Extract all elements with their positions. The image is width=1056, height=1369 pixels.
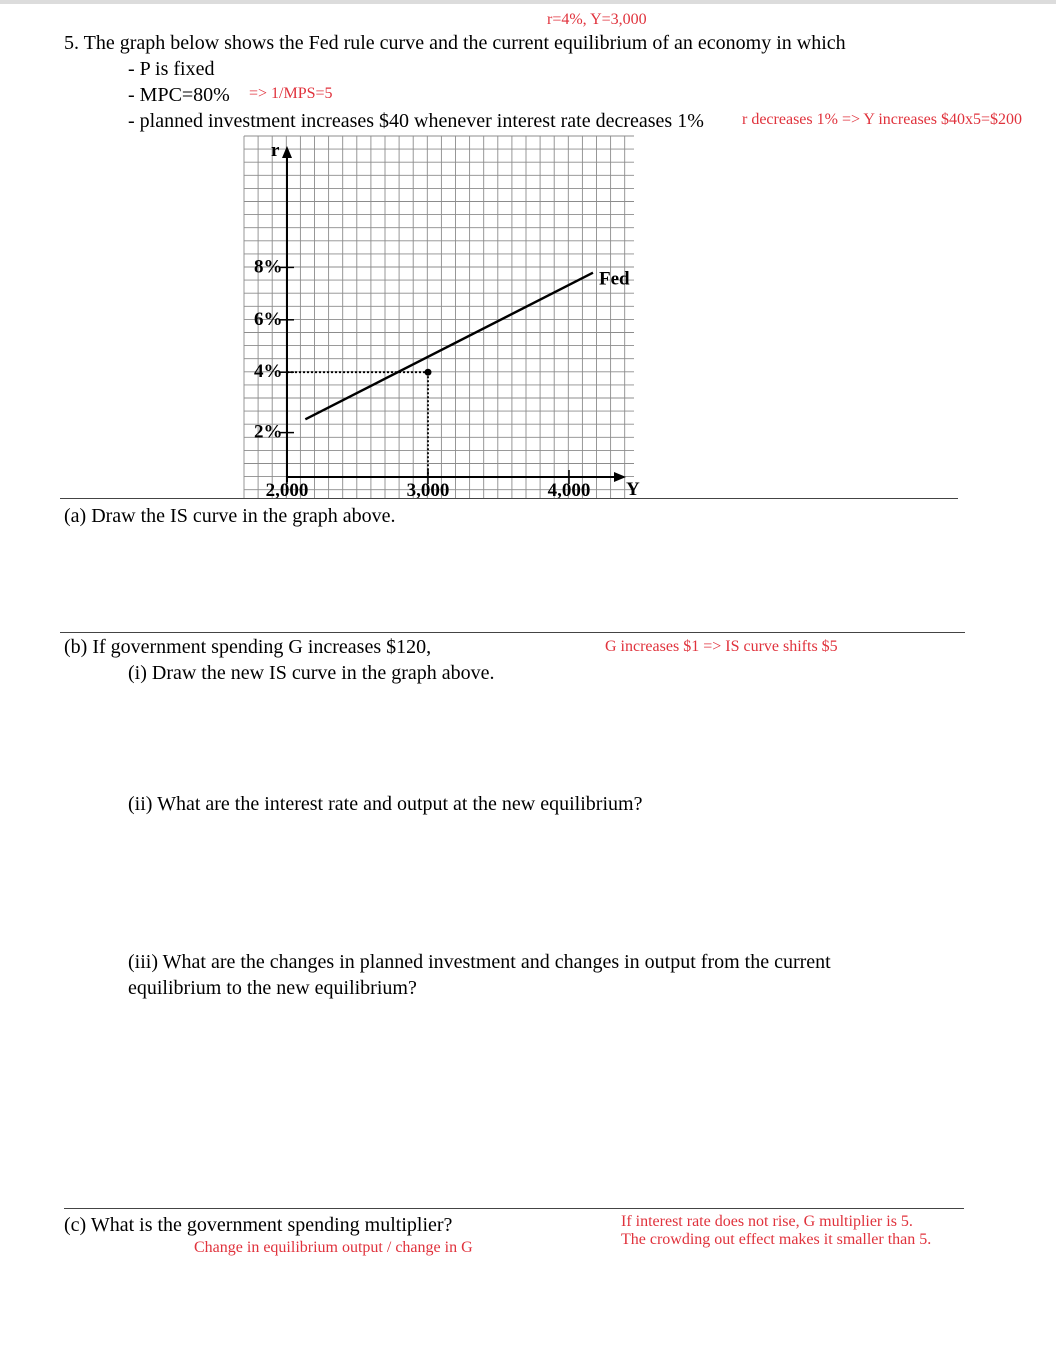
- divider-c: [64, 1208, 964, 1209]
- y-axis-arrow: [282, 146, 292, 158]
- annotation-mps: => 1/MPS=5: [249, 85, 333, 102]
- graph-axes: [282, 146, 626, 482]
- y-tick-label: 6%: [254, 308, 283, 330]
- x-tick-label: 4,000: [547, 480, 591, 501]
- y-axis-label: r: [271, 140, 280, 161]
- annotation-crowding-2: The crowding out effect makes it smaller than 5.: [621, 1231, 932, 1248]
- x-axis-label: Y: [626, 479, 640, 500]
- x-tick-label: 3,000: [406, 480, 450, 501]
- annotation-crowding-1: If interest rate does not rise, G multiplier is 5.: [621, 1213, 913, 1230]
- question-b-ii: (ii) What are the interest rate and output at the new equilibrium?: [128, 793, 643, 815]
- question-b-iii-line2: equilibrium to the new equilibrium?: [128, 977, 417, 999]
- divider-a: [60, 498, 958, 499]
- fed-rule-label: Fed: [598, 268, 630, 290]
- annotation-is-shift: G increases $1 => IS curve shifts $5: [605, 638, 838, 655]
- annotation-equilibrium: r=4%, Y=3,000: [547, 11, 647, 28]
- question-c: (c) What is the government spending multiplier?: [64, 1214, 453, 1236]
- problem-intro: 5. The graph below shows the Fed rule curve and the current equilibrium of an economy in which: [64, 32, 846, 54]
- annotation-multiplier-def: Change in equilibrium output / change in G: [194, 1239, 473, 1256]
- annotation-investment: r decreases 1% => Y increases $40x5=$200: [742, 111, 1023, 128]
- condition-price: - P is fixed: [128, 58, 215, 80]
- condition-investment: - planned investment increases $40 whenever interest rate decreases 1%: [128, 110, 704, 132]
- question-b-i: (i) Draw the new IS curve in the graph above.: [128, 662, 495, 684]
- y-tick-label: 8%: [254, 256, 283, 278]
- top-border: [0, 0, 1056, 4]
- equilibrium-point: [425, 369, 432, 376]
- graph-grid: [244, 136, 634, 498]
- y-tick-label: 4%: [254, 361, 283, 383]
- condition-mpc: - MPC=80%: [128, 84, 230, 106]
- x-axis-arrow: [614, 472, 626, 482]
- graph-series: [287, 269, 630, 477]
- question-a: (a) Draw the IS curve in the graph above.: [64, 505, 396, 527]
- x-tick-label: 2,000: [265, 480, 309, 501]
- question-b: (b) If government spending G increases $120,: [64, 636, 432, 658]
- divider-b: [60, 632, 965, 633]
- y-tick-label: 2%: [254, 421, 283, 443]
- question-b-iii-line1: (iii) What are the changes in planned investment and changes in output from the current: [128, 951, 831, 973]
- fed-rule-graph: [230, 134, 660, 504]
